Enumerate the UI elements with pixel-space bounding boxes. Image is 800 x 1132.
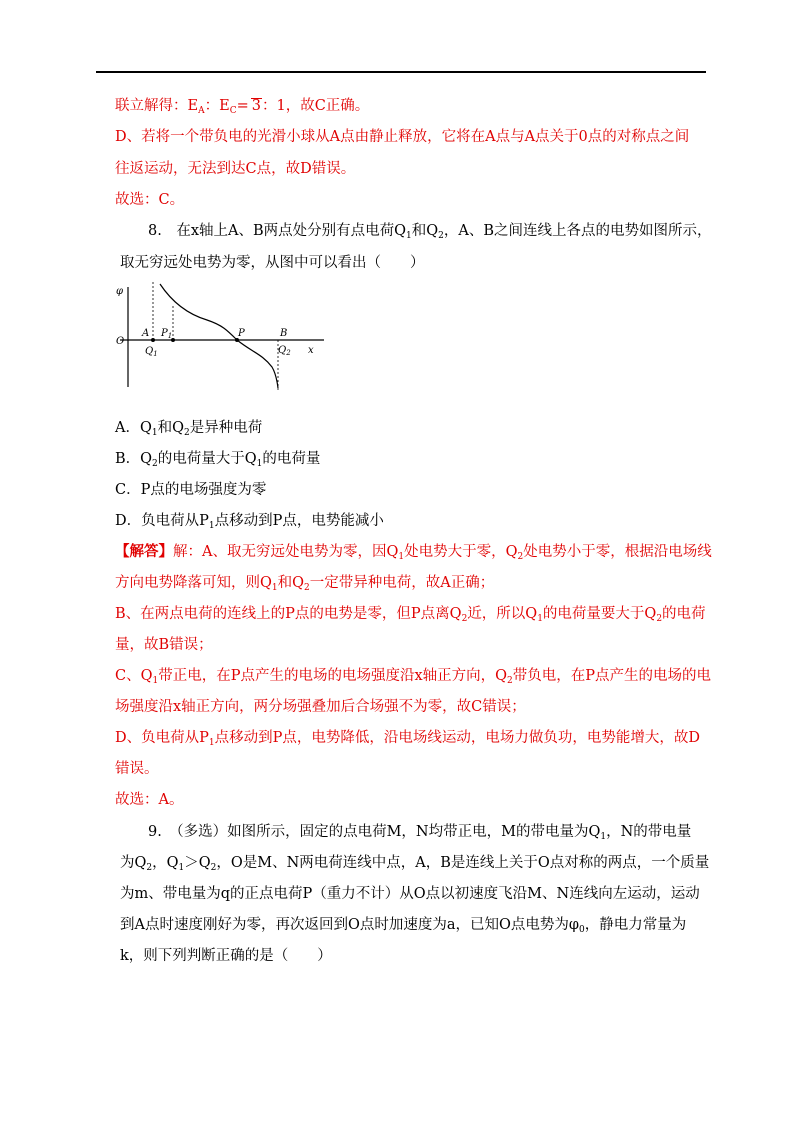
q8-option-a: A．$Q_1$和$Q_2$是异种电荷: [115, 420, 263, 438]
P-label: P: [238, 328, 245, 339]
q7-answer-d-line1: D、若将一个带负电的光滑小球从A点由静止释放，它将在A点与A点关于0点的对称点之间: [115, 129, 690, 145]
q8-answer-a1: 【解答】解：A、取无穷远处电势为零，因$Q_1$处电势大于零，$Q_2$处电势小于零，根据沿电场线: [115, 543, 712, 562]
q8-stem-line2: 取无穷远处电势为零，从图中可以看出（ ）: [120, 255, 425, 271]
q8-answer-c2: 场强度沿x轴正方向，两分场强叠加后合场强不为零，故C错误；: [115, 699, 526, 715]
q8-answer-c1: C、$Q_1$带正电，在P点产生的电场的电场强度沿x轴正方向，$Q_2$带负电，在P点产生的电场的电: [115, 668, 712, 686]
point-A-dot: [151, 338, 155, 342]
x-label: x: [308, 345, 314, 356]
q8-option-c: C．P点的电场强度为零: [115, 482, 267, 498]
q8-answer-b2: 量，故B错误；: [115, 637, 213, 653]
q8-choice: 故选：A。: [115, 792, 184, 808]
Q1-label: $Q_1$: [145, 346, 158, 358]
potential-curve: [160, 284, 278, 388]
header-rule: [96, 71, 706, 73]
q8-option-d: D．负电荷从$P_1$点移动到P点，电势能减小: [115, 513, 384, 531]
q8-option-b: B．$Q_2$的电荷量大于$Q_1$的电荷量: [115, 451, 321, 469]
q8-stem-line1: 8. 在x轴上A、B两点处分别有点电荷$Q_1$和$Q_2$，A、B之间连线上各点的电势如图所示，: [148, 223, 712, 241]
q8-answer-b1: B、在两点电荷的连线上的P点的电势是零，但P点离$Q_2$近，所以$Q_1$的电荷量要大于$Q_2$的电荷: [115, 606, 706, 624]
q7-answer-c-line: 联立解得：$E_A$：$E_C= 3$：1，故C正确。: [115, 98, 370, 116]
q8-answer-d1: D、负电荷从$P_1$点移动到P点，电势降低，沿电场线运动，电场力做负功，电势能增大，故D: [115, 730, 701, 748]
potential-graph-figure: [112, 282, 332, 392]
P1-label: $P_1$: [161, 328, 173, 340]
A-label: A: [142, 328, 150, 339]
q7-choice: 故选：C。: [115, 192, 185, 208]
q9-stem-line4: 到A点时速度刚好为零，再次返回到O点时加速度为a，已知O点电势为$\varphi_0$，静电力常量为: [120, 917, 687, 935]
q9-stem-line3: 为m、带电量为q的正点电荷P（重力不计）从O点以初速度飞沿M、N连线向左运动，运动: [120, 886, 700, 902]
sqrt-symbol: 3: [251, 98, 261, 114]
q8-answer-a2: 方向电势降落可知，则$Q_1$和$Q_2$一定带异种电荷，故A正确；: [115, 575, 495, 593]
B-label: B: [280, 328, 288, 339]
q9-stem-line5: k，则下列判断正确的是（ ）: [120, 948, 332, 964]
Q2-label: $Q_2$: [278, 345, 291, 357]
q9-stem-line1: 9. （多选）如图所示，固定的点电荷M，N均带正电，M的带电量为$Q_1$，N的带电量: [148, 824, 692, 842]
q8-answer-d2: 错误。: [115, 761, 159, 777]
phi-label: φ: [116, 286, 124, 297]
q7-answer-d-line2: 往返运动，无法到达C点，故D错误。: [115, 161, 356, 177]
origin-label: O: [116, 336, 125, 347]
q9-stem-line2: 为$Q_2$，$Q_1>Q_2$，O是M、N两电荷连线中点，A，B是连线上关于O点对称的两点，一个质量: [120, 855, 710, 873]
